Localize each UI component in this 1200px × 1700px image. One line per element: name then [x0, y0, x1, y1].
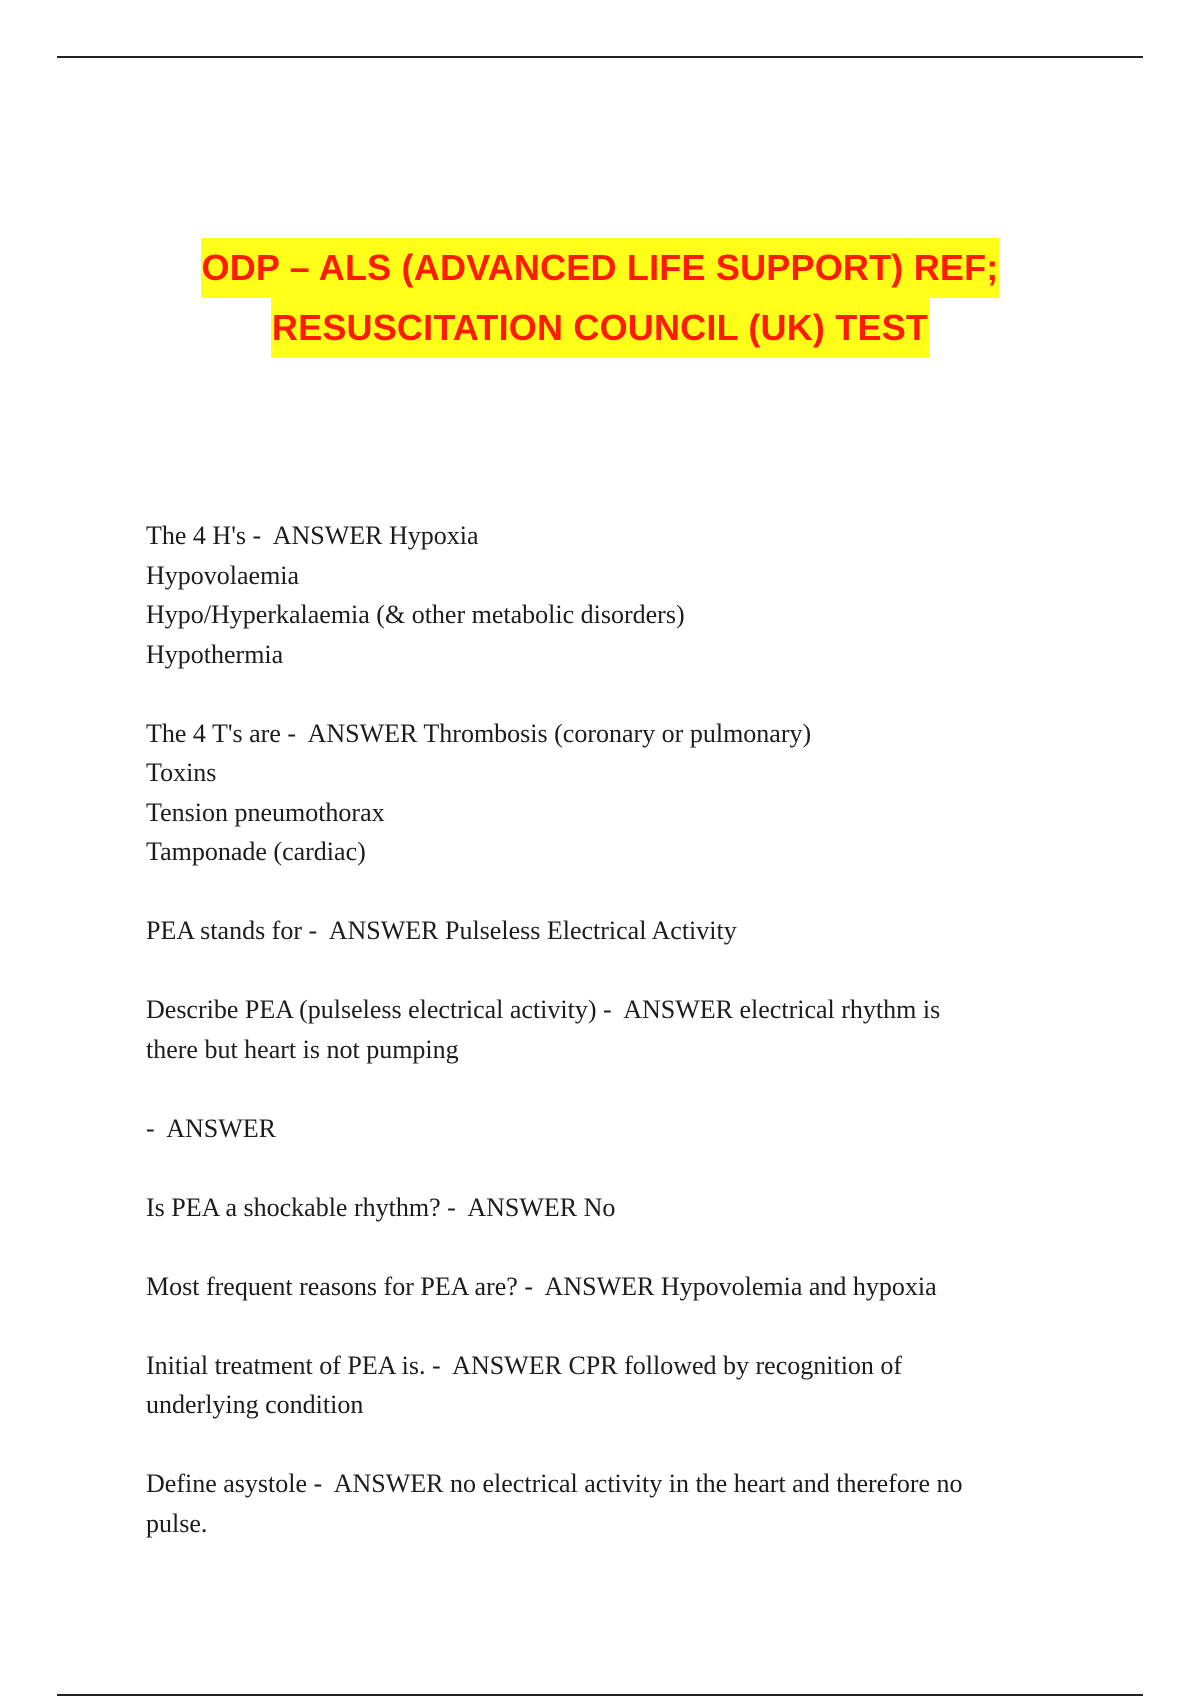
document-title — [0, 238, 1200, 358]
qa-item — [146, 1346, 1056, 1425]
qa-item — [146, 714, 1056, 872]
qa-question-line: PEA stands for - ANSWER Pulseless Electrical Activity — [146, 916, 737, 945]
qa-answer-line: Hypothermia — [146, 639, 284, 669]
qa-item — [146, 1109, 1056, 1149]
qa-item — [146, 1267, 1056, 1307]
qa-question-line: Define asystole - ANSWER no electrical activity in the heart and therefore no — [146, 1469, 963, 1498]
qa-question-line: Is PEA a shockable rhythm? - ANSWER No — [146, 1192, 616, 1222]
footer-rule — [57, 1694, 1143, 1696]
qa-question-line: The 4 H's - ANSWER Hypoxia — [146, 521, 479, 550]
qa-list — [146, 516, 1056, 1583]
qa-item — [146, 1188, 1056, 1228]
qa-question-line: - ANSWER — [146, 1113, 276, 1143]
title-line-1: ODP – ALS (ADVANCED LIFE SUPPORT) REF; — [201, 238, 1000, 298]
qa-question-line: Most frequent reasons for PEA are? - ANSWER Hypovolemia and hypoxia — [146, 1271, 937, 1301]
qa-answer-line: underlying condition — [146, 1390, 364, 1419]
qa-answer-line: pulse. — [146, 1508, 208, 1538]
qa-question-line: Describe PEA (pulseless electrical activity) - ANSWER electrical rhythm is — [146, 995, 941, 1024]
qa-answer-line: Tamponade (cardiac) — [146, 837, 366, 866]
qa-answer-line: Hypovolaemia — [146, 560, 300, 590]
qa-item — [146, 990, 1056, 1069]
qa-question-line: Initial treatment of PEA is. - ANSWER CPR followed by recognition of — [146, 1350, 903, 1380]
title-line-2: RESUSCITATION COUNCIL (UK) TEST — [271, 298, 929, 358]
header-rule — [57, 56, 1143, 58]
qa-question-line: The 4 T's are - ANSWER Thrombosis (coronary or pulmonary) — [146, 718, 812, 748]
qa-answer-line: Hypo/Hyperkalaemia (& other metabolic disorders) — [146, 600, 685, 629]
qa-item — [146, 1464, 1056, 1543]
qa-answer-line: Tension pneumothorax — [146, 797, 385, 827]
qa-answer-line: Toxins — [146, 758, 217, 787]
qa-item — [146, 911, 1056, 951]
qa-item — [146, 516, 1056, 674]
qa-answer-line: there but heart is not pumping — [146, 1034, 459, 1064]
